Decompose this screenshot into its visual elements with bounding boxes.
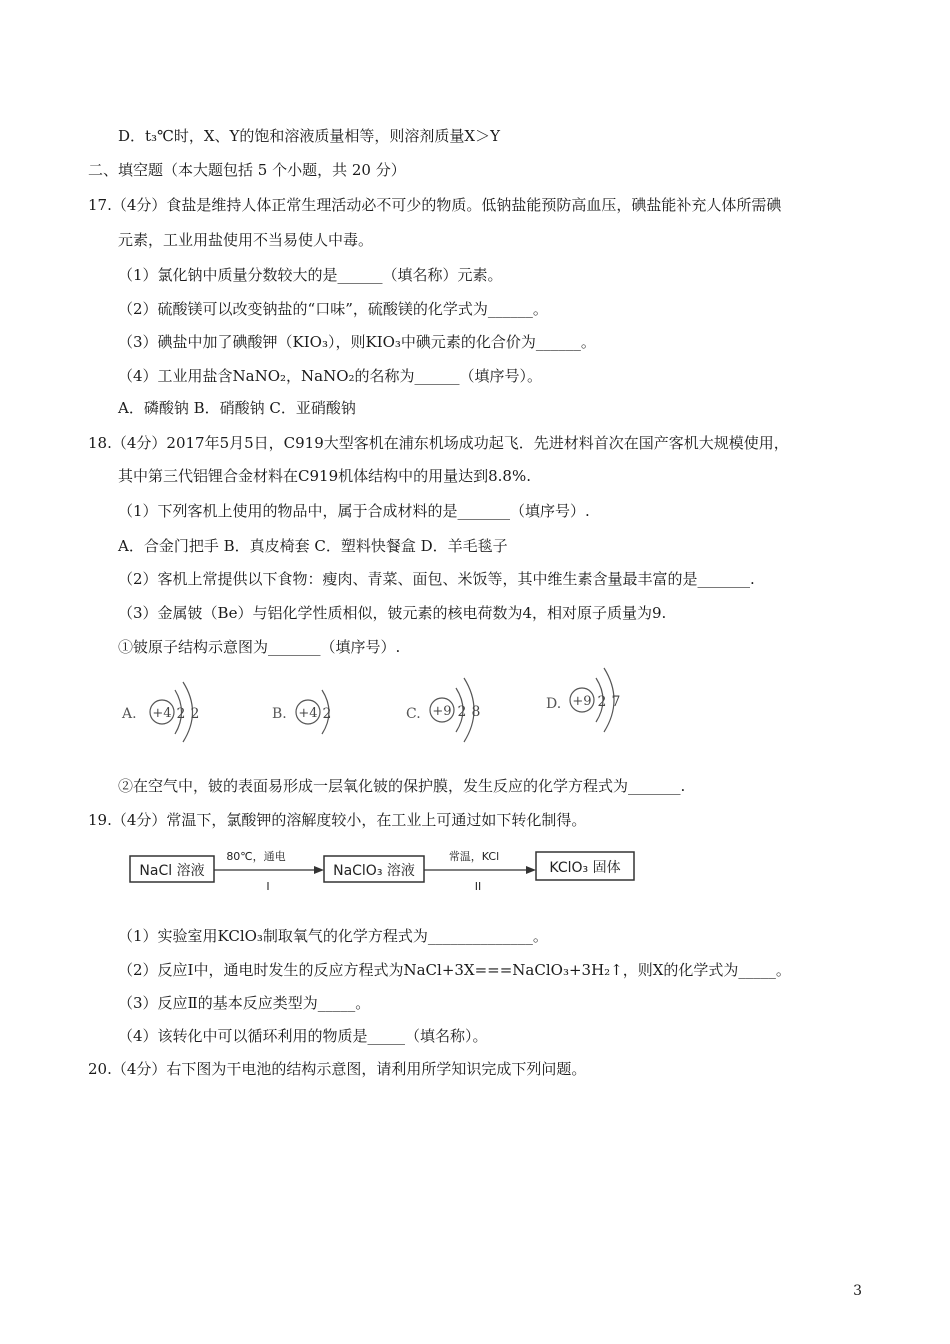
q17-stem: 17.（4分）食盐是维持人体正常生理活动必不可少的物质。低钠盐能预防高血压，碘盐能补充人体所需碘 xyxy=(88,196,782,214)
atom-label: C. xyxy=(406,706,421,722)
q19-part4: （4）该转化中可以循环利用的物质是_____（填名称）。 xyxy=(118,1027,488,1045)
flow-box-kclo3: KClO₃ 固体 xyxy=(549,860,621,876)
q17-part3: （3）碘盐中加了碘酸钾（KIO₃），则KIO₃中碘元素的化合价为______。 xyxy=(118,333,596,351)
atom-label: B. xyxy=(272,706,287,722)
atom-nucleus: +4 xyxy=(152,706,172,721)
atom-shell: 2 xyxy=(457,704,467,720)
q19-part2: （2）反应Ⅰ中，通电时发生的反应方程式为NaCl+3X===NaClO₃+3H₂↑，则X的化学式为_____。 xyxy=(118,961,791,979)
flow-arrow2-step: II xyxy=(474,880,482,893)
flow-arrow1-condition: 80℃，通电 xyxy=(226,850,286,863)
atom-shell: 2 xyxy=(597,694,607,710)
atom-diagram-a xyxy=(120,666,230,760)
q20-stem: 20.（4分）右下图为干电池的结构示意图，请利用所学知识完成下列问题。 xyxy=(88,1060,587,1078)
atom-nucleus: +9 xyxy=(572,694,592,709)
page-number: 3 xyxy=(853,1283,862,1299)
flow-box-naclo3: NaClO₃ 溶液 xyxy=(333,863,415,879)
flow-arrow2-condition: 常温，KCl xyxy=(448,850,500,863)
atom-label: A. xyxy=(122,706,137,722)
q17-part4: （4）工业用盐含NaNO₂，NaNO₂的名称为______（填序号）。 xyxy=(118,367,543,385)
q18-stem-cont: 其中第三代铝锂合金材料在C919机体结构中的用量达到8.8%. xyxy=(118,467,531,485)
atom-diagram-c xyxy=(404,666,514,760)
q18-options: A．合金门把手 B．真皮椅套 C．塑料快餐盒 D．羊毛毯子 xyxy=(118,537,508,555)
q17-stem-cont: 元素，工业用盐使用不当易使人中毒。 xyxy=(118,231,374,249)
flow-box-nacl: NaCl 溶液 xyxy=(139,863,205,879)
q19-part3: （3）反应Ⅱ的基本反应类型为_____。 xyxy=(118,994,371,1012)
atom-shell: 2 xyxy=(190,706,200,722)
atom-diagram-b xyxy=(270,666,360,760)
q18-part1: （1）下列客机上使用的物品中，属于合成材料的是_______（填序号）. xyxy=(118,502,590,520)
q18-part3-sub1: ①铍原子结构示意图为_______（填序号）. xyxy=(118,638,401,656)
q17-options: A．磷酸钠 B．硝酸钠 C．亚硝酸钠 xyxy=(118,399,356,417)
atom-shell: 2 xyxy=(176,706,186,722)
q18-part3: （3）金属铍（Be）与铝化学性质相似，铍元素的核电荷数为4，相对原子质量为9. xyxy=(118,604,667,622)
atom-label: D. xyxy=(546,696,562,712)
q18-stem: 18.（4分）2017年5月5日，C919大型客机在浦东机场成功起飞．先进材料首次在国产客机大规模使用， xyxy=(88,434,789,452)
process-flow-diagram xyxy=(128,840,648,904)
atom-shell: 2 xyxy=(322,706,332,722)
option-d-line: D．t₃℃时，X、Y的饱和溶液质量相等，则溶剂质量X＞Y xyxy=(118,127,501,145)
atom-diagram-d xyxy=(544,656,654,750)
q18-part3-sub2: ②在空气中，铍的表面易形成一层氧化铍的保护膜，发生反应的化学方程式为_______. xyxy=(118,777,686,795)
q17-part1: （1）氯化钠中质量分数较大的是______（填名称）元素。 xyxy=(118,266,503,284)
atom-nucleus: +4 xyxy=(298,706,318,721)
atom-shell: 7 xyxy=(611,694,621,710)
q18-part2: （2）客机上常提供以下食物：瘦肉、青菜、面包、米饭等，其中维生素含量最丰富的是_______. xyxy=(118,570,755,588)
q19-part1: （1）实验室用KClO₃制取氧气的化学方程式为______________。 xyxy=(118,927,548,945)
atom-nucleus: +9 xyxy=(432,704,452,719)
atom-shell: 8 xyxy=(471,704,481,720)
q19-stem: 19.（4分）常温下，氯酸钾的溶解度较小，在工业上可通过如下转化制得。 xyxy=(88,811,587,829)
q17-part2: （2）硫酸镁可以改变钠盐的“口味”，硫酸镁的化学式为______。 xyxy=(118,300,548,318)
flow-arrow1-step: I xyxy=(266,880,270,893)
section-heading: 二、填空题（本大题包括 5 个小题，共 20 分） xyxy=(88,161,406,179)
